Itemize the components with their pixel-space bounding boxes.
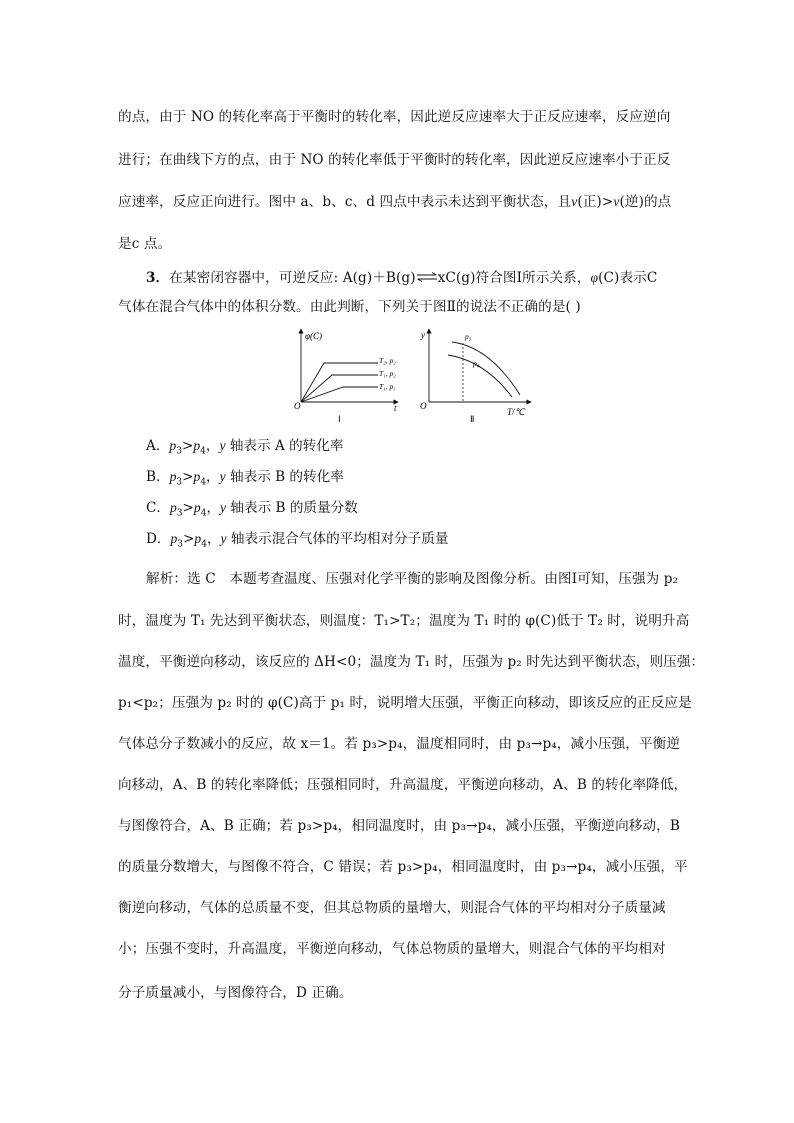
question-line1: 3．在某密闭容器中，可逆反应: A(g)＋B(g) xC(g)符合图Ⅰ所示关系，φ(C)表示C <box>146 270 658 286</box>
solution-line4: p₁<p₂；压强为 p₂ 时的 φ(C)高于 p₁ 时，说明增大压强，平衡正向移动，即该反应的正反应是 <box>118 695 692 711</box>
solution-line5: 气体总分子数减小的反应，故 x＝1。若 p₃>p₄，温度相同时，由 p₃→p₄，减小压强，平衡逆 <box>118 736 681 752</box>
label-T2-p2: T₂, p₂ <box>379 356 396 365</box>
option-d: D．$p_3>p_4$，y 轴表示混合气体的平均相对分子质量 <box>146 531 449 550</box>
solution-line3: 温度，平衡逆向移动，该反应的 ΔH<0；温度为 T₁ 时，压强为 p₂ 时先达到平衡状态，则压强： <box>118 654 705 670</box>
label-T1-p1: T₁, p₁ <box>379 382 396 391</box>
graph1-caption: Ⅰ <box>338 414 341 424</box>
label-p3: p₃ <box>465 332 472 341</box>
paragraph1-line1: 的点，由于 NO 的转化率高于平衡时的转化率，因此逆反应速率大于正反应速率，反应逆向 <box>118 109 671 125</box>
graph2-ylabel: y <box>421 330 425 340</box>
question-number: 3． <box>146 270 170 286</box>
solution-line10: 小；压强不变时，升高温度，平衡逆向移动，气体总物质的量增大，则混合气体的平均相对 <box>118 941 666 957</box>
question-line2: 气体在混合气体中的体积分数。由此判断，下列关于图Ⅱ的说法不正确的是( ) <box>118 299 581 315</box>
solution-line1: 解析：选 C 本题考查温度、压强对化学平衡的影响及图像分析。由图Ⅰ可知，压强为 p₂ <box>146 571 679 587</box>
solution-line9: 衡逆向移动，气体的总质量不变，但其总物质的量增大，则混合气体的平均相对分子质量减 <box>118 900 666 916</box>
solution-line2: 时，温度为 T₁ 先达到平衡状态，则温度：T₁>T₂；温度为 T₁ 时的 φ(C)低于 T₂ 时，说明升高 <box>118 613 690 629</box>
label-p4: p₄ <box>473 359 480 368</box>
curve-T2-p2 <box>301 363 378 402</box>
graph-two <box>420 330 529 424</box>
curve-T1-p1 <box>301 387 378 402</box>
graph1-ylabel: φ(C) <box>305 331 322 341</box>
option-b: B．$p_3>p_4$，y 轴表示 B 的转化率 <box>146 469 344 488</box>
curve-p3 <box>452 342 520 395</box>
graph2-xlabel: T/℃ <box>507 407 525 417</box>
graph2-caption: Ⅱ <box>470 414 475 424</box>
reaction-graphs-figure <box>290 325 535 429</box>
equilibrium-arrow <box>416 268 438 278</box>
option-c: C．$p_3>p_4$，y 轴表示 B 的质量分数 <box>146 500 358 519</box>
curve-p4 <box>448 355 512 397</box>
graph1-origin: O <box>294 401 301 411</box>
solution-line7: 与图像符合，A、B 正确；若 p₃>p₄，相同温度时，由 p₃→p₄，减小压强，平衡逆向移动，B <box>118 818 680 834</box>
solution-line8: 的质量分数增大，与图像不符合，C 错误；若 p₃>p₄，相同温度时，由 p₃→p₄，减小压强，平 <box>118 859 688 875</box>
graph1-xlabel: t <box>394 403 397 413</box>
paragraph1-line2: 进行；在曲线下方的点，由于 NO 的转化率低于平衡时的转化率，因此逆反应速率小于正反 <box>118 152 671 168</box>
paragraph1-line4: 是c 点。 <box>118 236 172 252</box>
solution-line6: 向移动，A、B 的转化率降低；压强相同时，升高温度，平衡逆向移动，A、B 的转化率降低， <box>118 777 688 793</box>
label-T1-p2: T₁, p₂ <box>379 369 396 378</box>
paragraph1-line3: 应速率，反应正向进行。图中 a、b、c、d 四点中表示未达到平衡状态，且v(正)>v(逆)的点 <box>118 194 672 210</box>
solution-line11: 分子质量减小，与图像符合，D 正确。 <box>118 985 353 1001</box>
graphs-svg <box>290 325 535 429</box>
graph-one <box>294 331 397 424</box>
graph2-origin: O <box>420 401 427 411</box>
option-a: A．$p_3>p_4$，y 轴表示 A 的转化率 <box>146 438 344 457</box>
